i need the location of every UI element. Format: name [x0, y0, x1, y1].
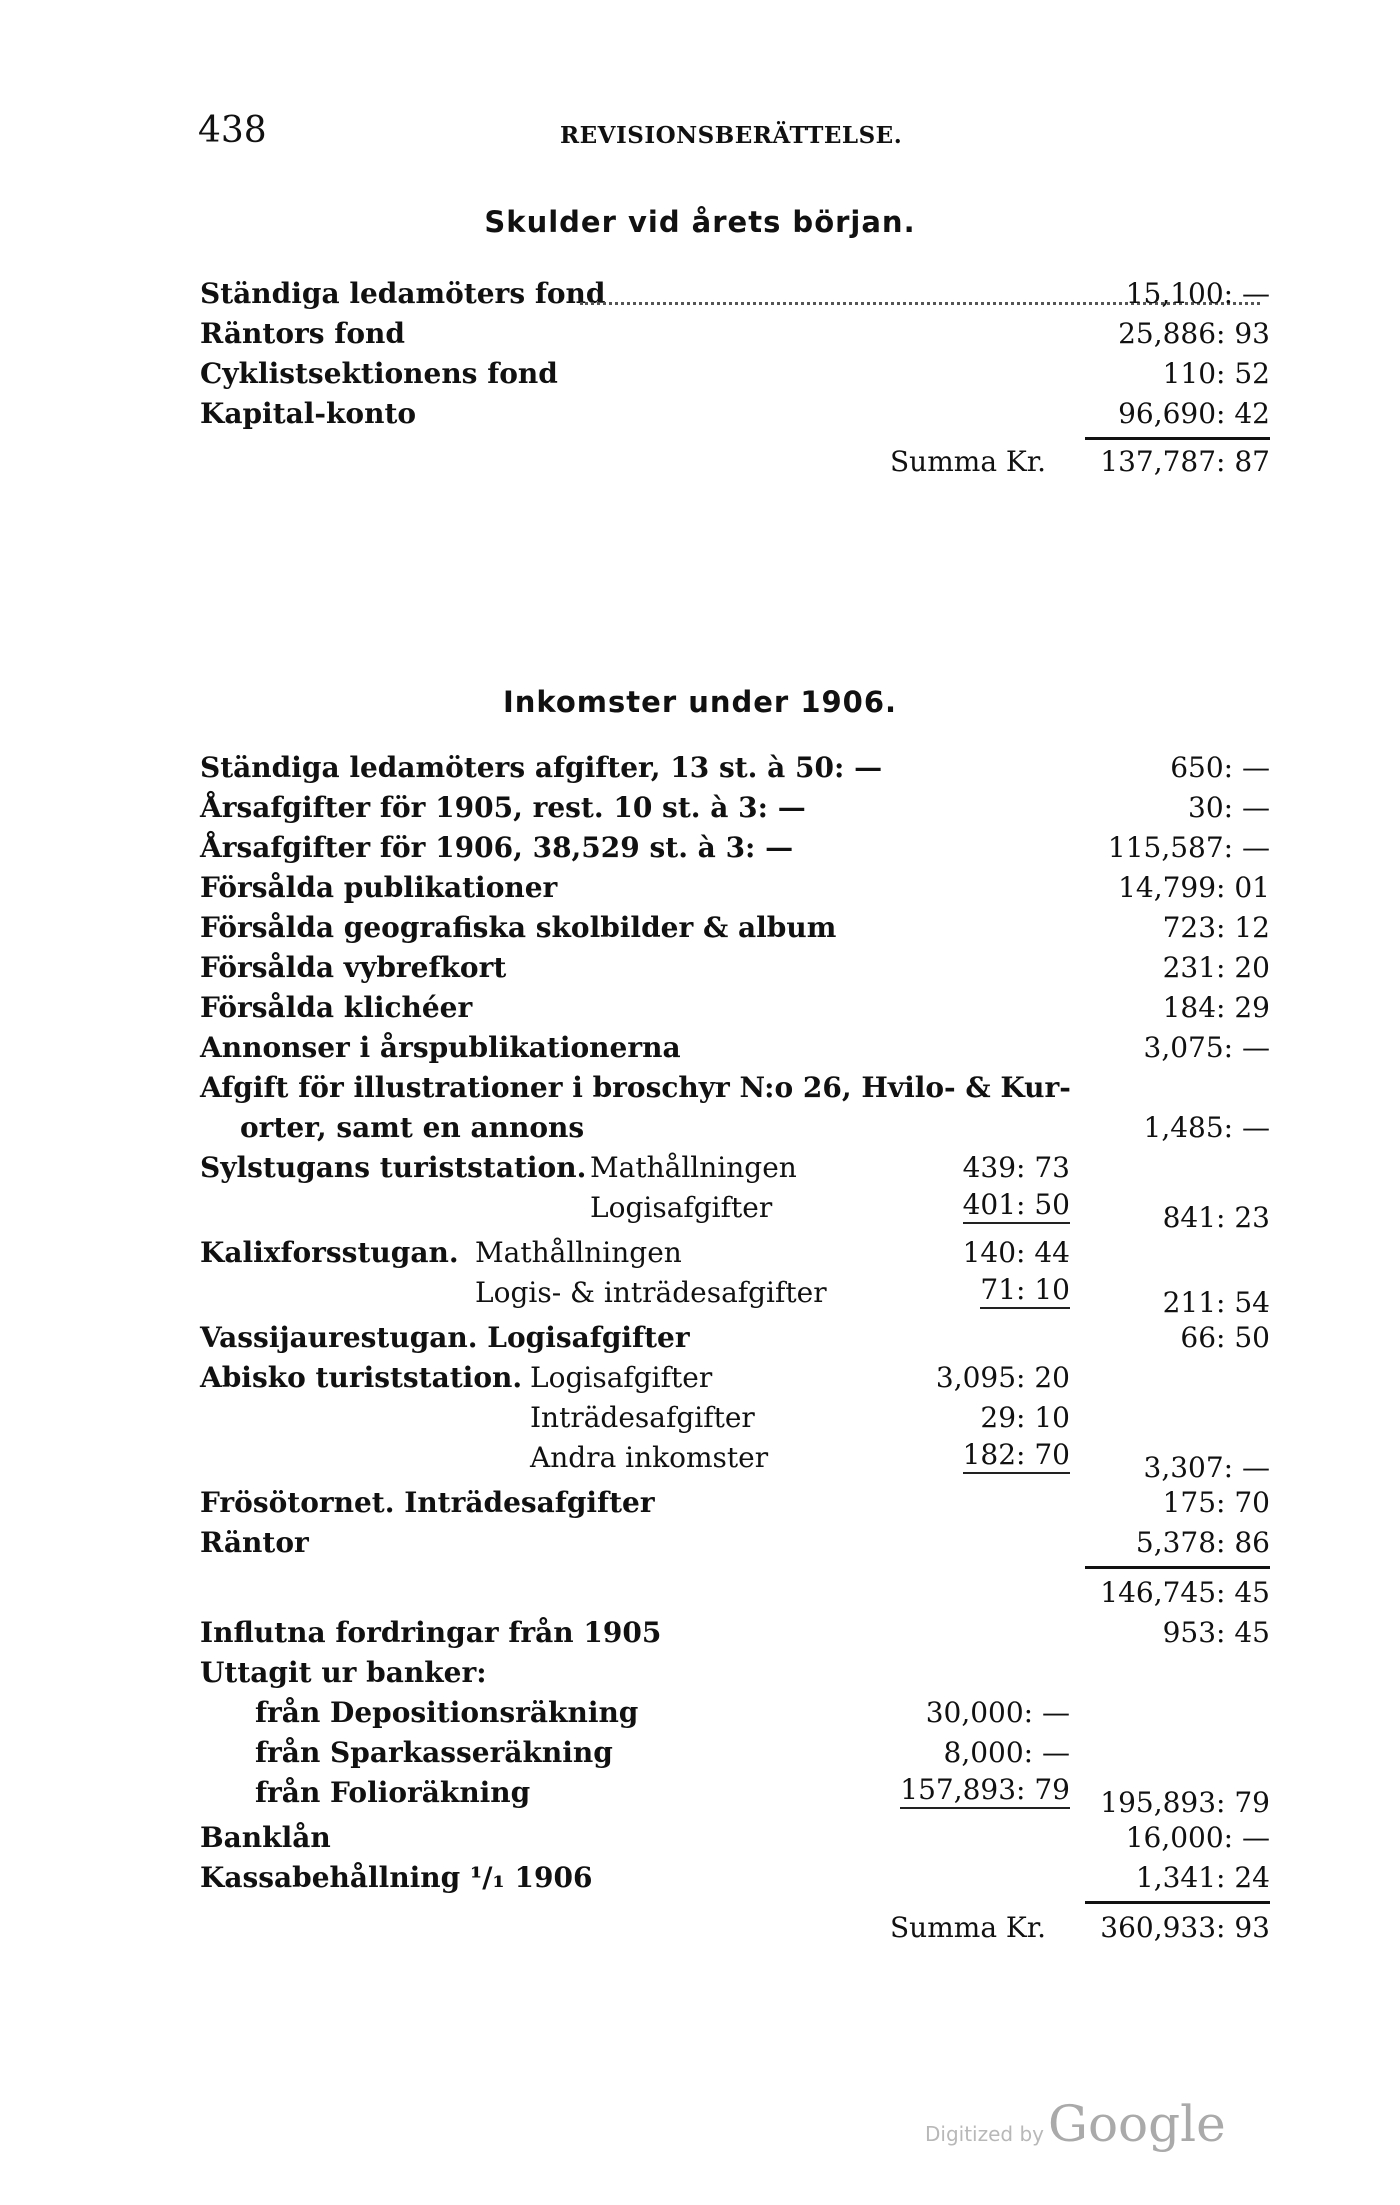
ledger-row [200, 1148, 1270, 1188]
row-amount: 66: 50 [1180, 1321, 1270, 1354]
sub-label: Mathållningen [475, 1236, 682, 1269]
sub-label: från Folioräkning [255, 1776, 531, 1809]
ledger-row [200, 1438, 1270, 1484]
row-amount: 723: 12 [1162, 911, 1270, 944]
row-amount: 1,341: 24 [1135, 1861, 1270, 1894]
row-amount: 96,690: 42 [1118, 397, 1270, 430]
ledger-row [200, 1028, 1270, 1068]
ledger-row [200, 748, 1270, 788]
sub-label: Inträdesafgifter [530, 1401, 755, 1434]
google-logo: Google [1048, 2095, 1226, 2153]
sub-amount: 140: 44 [962, 1236, 1070, 1269]
row-amount: 15,100: — [1125, 277, 1270, 310]
section-title-inkomster: Inkomster under 1906. [502, 685, 898, 719]
ledger-row [200, 948, 1270, 988]
station-name: Kalixforsstugan. [200, 1236, 459, 1269]
sub-label: från Depositionsräkning [255, 1696, 639, 1729]
ledger-row [200, 1693, 1270, 1733]
row-label: Kapital-konto [200, 397, 417, 430]
section-title-skulder: Skulder vid årets början. [484, 205, 916, 239]
sub-amount: 8,000: — [943, 1736, 1070, 1769]
row-amount: 110: 52 [1162, 357, 1270, 390]
ledger-row [200, 868, 1270, 908]
ledger-row [200, 988, 1270, 1028]
watermark-prefix: Digitized by [925, 2122, 1044, 2146]
page-number: 438 [198, 110, 267, 151]
row-amount: 5,378: 86 [1135, 1526, 1270, 1559]
sub-label: Logis- & inträdesafgifter [475, 1276, 827, 1309]
row-amount: 175: 70 [1162, 1486, 1270, 1519]
ledger-row [200, 1068, 1270, 1108]
group-total: 195,893: 79 [1100, 1786, 1270, 1819]
ledger-row [200, 1233, 1270, 1273]
row-label: Banklån [200, 1821, 331, 1854]
ledger-row [200, 1523, 1270, 1563]
sub-amount: 401: 50 [963, 1188, 1070, 1224]
row-label: Influtna fordringar från 1905 [200, 1616, 662, 1649]
ledger-row [200, 354, 1270, 394]
ledger-row [200, 788, 1270, 828]
ledger-row [200, 1188, 1270, 1234]
ledger-row [200, 1653, 1270, 1693]
sum-rule [1085, 1901, 1270, 1904]
sub-amount: 71: 10 [980, 1273, 1070, 1309]
row-label: Årsafgifter för 1905, rest. 10 st. à 3: — [200, 791, 806, 824]
summa-amount: 360,933: 93 [1100, 1911, 1270, 1944]
row-amount: 231: 20 [1162, 951, 1270, 984]
summa-label: Summa Kr. [890, 445, 1047, 478]
sub-amount: 182: 70 [963, 1438, 1070, 1474]
ledger-row [200, 1773, 1270, 1819]
summa-label: Summa Kr. [890, 1911, 1047, 1944]
sum-rule [1085, 1566, 1270, 1569]
row-amount: 14,799: 01 [1118, 871, 1270, 904]
ledger-row [200, 1858, 1270, 1898]
row-label: Kassabehållning ¹/₁ 1906 [200, 1861, 593, 1894]
summa-row [200, 1908, 1270, 1948]
subtotal-amount: 146,745: 45 [1100, 1576, 1270, 1609]
sub-label: Mathållningen [590, 1151, 797, 1184]
ledger-row [200, 314, 1270, 354]
row-label: Vassijaurestugan. Logisafgifter [200, 1321, 690, 1354]
ledger-row [200, 828, 1270, 868]
ledger-row [200, 1273, 1270, 1319]
row-label: Afgift för illustrationer i broschyr N:o 26, Hvilo- & Kur- [200, 1071, 1071, 1104]
group-total: 211: 54 [1162, 1286, 1270, 1319]
sum-rule [1085, 437, 1270, 440]
sub-label: från Sparkasseräkning [255, 1736, 613, 1769]
subtotal-row [200, 1573, 1270, 1613]
ledger-row [200, 1398, 1270, 1438]
row-amount: 953: 45 [1162, 1616, 1270, 1649]
ledger-row [200, 1818, 1270, 1858]
row-amount: 16,000: — [1125, 1821, 1270, 1854]
row-label-continued: orter, samt en annons [240, 1111, 585, 1144]
row-label: Räntors fond [200, 317, 405, 350]
row-amount: 30: — [1188, 791, 1270, 824]
ledger-row [200, 1483, 1270, 1523]
ledger-row [200, 1358, 1270, 1398]
row-amount: 25,886: 93 [1118, 317, 1270, 350]
summa-amount: 137,787: 87 [1100, 445, 1270, 478]
row-amount: 115,587: — [1107, 831, 1270, 864]
summa-row [200, 442, 1270, 482]
running-head: REVISIONSBERÄTTELSE. [560, 122, 903, 149]
ledger-row [200, 1613, 1270, 1653]
ledger-row [200, 1318, 1270, 1358]
ledger-row-continued [200, 1108, 1270, 1148]
station-name: Sylstugans turiststation. [200, 1151, 587, 1184]
ledger-row [200, 1733, 1270, 1773]
sub-amount: 157,893: 79 [900, 1773, 1070, 1809]
row-label: Försålda vybrefkort [200, 951, 507, 984]
ledger-row [200, 908, 1270, 948]
sub-amount: 29: 10 [980, 1401, 1070, 1434]
row-label: Uttagit ur banker: [200, 1656, 487, 1689]
row-label: Ständiga ledamöters fond [200, 277, 606, 310]
sub-label: Andra inkomster [530, 1441, 769, 1474]
row-label: Frösötornet. Inträdesafgifter [200, 1486, 655, 1519]
group-total: 3,307: — [1143, 1451, 1270, 1484]
row-label: Cyklistsektionens fond [200, 357, 558, 390]
sub-label: Logisafgifter [590, 1191, 773, 1224]
row-label: Försålda publikationer [200, 871, 558, 904]
sub-label: Logisafgifter [530, 1361, 713, 1394]
station-name: Abisko turiststation. [200, 1361, 523, 1394]
row-label: Annonser i årspublikationerna [200, 1031, 681, 1064]
digitized-watermark [925, 2095, 1226, 2153]
row-amount: 650: — [1170, 751, 1270, 784]
sub-amount: 439: 73 [962, 1151, 1070, 1184]
row-label: Årsafgifter för 1906, 38,529 st. à 3: — [200, 831, 794, 864]
ledger-row-amount [200, 274, 1270, 314]
row-label: Ständiga ledamöters afgifter, 13 st. à 50: — [200, 751, 883, 784]
sub-amount: 30,000: — [925, 1696, 1070, 1729]
sub-amount: 3,095: 20 [935, 1361, 1070, 1394]
row-amount: 3,075: — [1143, 1031, 1270, 1064]
ledger-row [200, 394, 1270, 434]
group-total: 841: 23 [1162, 1201, 1270, 1234]
row-amount: 184: 29 [1162, 991, 1270, 1024]
row-label: Försålda geografiska skolbilder & album [200, 911, 837, 944]
row-amount: 1,485: — [1143, 1111, 1270, 1144]
row-label: Räntor [200, 1526, 309, 1559]
row-label: Försålda klichéer [200, 991, 473, 1024]
